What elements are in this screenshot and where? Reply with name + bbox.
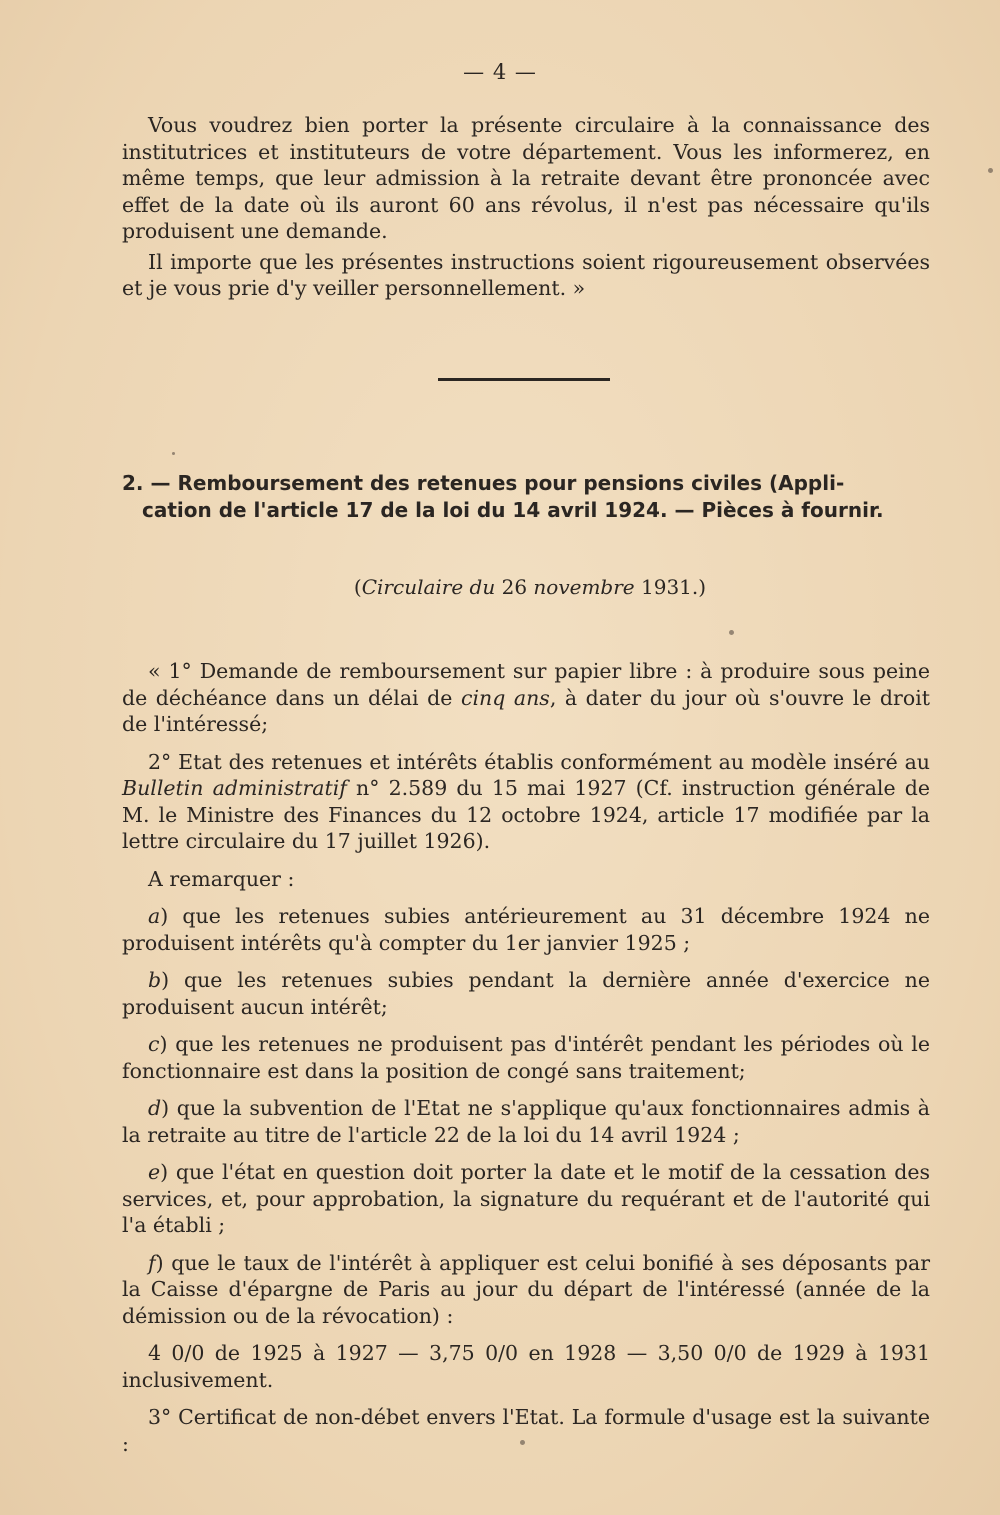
- remark-d: [122, 1095, 930, 1148]
- item-2: [122, 749, 930, 855]
- paper-speck: [172, 452, 175, 455]
- item-1: [122, 658, 930, 738]
- circular-open: (: [353, 575, 362, 599]
- paper-speck: [729, 630, 734, 635]
- paper-speck: [988, 168, 993, 173]
- intro-paragraph-2: Il importe que les présentes instructions soient rigoureusement observées et je vous prie d'y veiller personnellement. »: [122, 249, 930, 300]
- remark-f-text: ) que le taux de l'intérêt à appliquer est celui bonifié à ses déposants par la Caisse d'épargne de Paris au jour du départ de l'intéressé (année de la démission ou de la révocation) :: [122, 1250, 930, 1328]
- remark-e-label: e: [148, 1160, 161, 1184]
- section-2-heading-rest: cation de l'article 17 de la loi du 14 avril 1924. — Pièces à fournir.: [142, 498, 884, 522]
- section-2-heading: [122, 470, 930, 524]
- remark-a: [122, 903, 930, 956]
- item-1-text-end: , à dater du jour où s'ouvre le droit de l'intéressé;: [122, 685, 930, 736]
- intro-paragraph-1: Vous voudrez bien porter la présente circulaire à la connaissance des institutrices et instituteurs de votre département. Vous les informerez, en même temps, que leur admission à la retraite devant être prononcée avec effet de la date où ils auront 60 ans révolus, il n'est pas nécessaire qu'ils produisent une demande.: [122, 113, 930, 243]
- intro-section: [122, 112, 930, 313]
- remark-c-text: ) que les retenues ne produisent pas d'intérêt pendant les périodes où le fonctionnaire est dans la position de congé sans traitement;: [122, 1032, 930, 1083]
- remark-f-label: f: [148, 1250, 156, 1275]
- circular-label: Circulaire du: [361, 575, 496, 599]
- remark-e-text: ) que l'état en question doit porter la date et le motif de la cessation des services, et, pour approbation, la signature du requérant et de l'autorité qui l'a établi ;: [122, 1160, 930, 1237]
- body-section: [122, 658, 930, 1468]
- remark-label: A remarquer :: [148, 866, 295, 891]
- circular-month: novembre: [533, 575, 635, 599]
- remark-c-label: c: [148, 1032, 160, 1056]
- remark-a-label: a: [148, 904, 161, 928]
- circular-year: 1931.): [634, 575, 707, 599]
- remark-a-text: ) que les retenues subies antérieurement au 31 décembre 1924 ne produisent intérêts qu'à compter du 1er janvier 1925 ;: [122, 904, 930, 955]
- paper-speck: [520, 1440, 525, 1445]
- item-1-text: « 1° Demande de remboursement sur papier libre : à produire sous peine de déchéance dans un délai de: [122, 659, 930, 710]
- remark-b-label: b: [148, 968, 162, 992]
- interest-rates: 4 0/0 de 1925 à 1927 — 3,75 0/0 en 1928 — 3,50 0/0 de 1929 à 1931 inclusivement.: [122, 1341, 930, 1392]
- item-1-emphasis: cinq ans: [460, 685, 550, 710]
- remark-d-label: d: [148, 1096, 162, 1120]
- remark-c: [122, 1031, 930, 1084]
- remark-d-text: ) que la subvention de l'Etat ne s'applique qu'aux fonctionnaires admis à la retraite au titre de l'article 22 de la loi du 14 avril 1924 ;: [122, 1096, 930, 1147]
- section-2-heading-line1: 2. — Remboursement des retenues pour pensions civiles (Appli-: [122, 471, 845, 495]
- item-2-text: 2° Etat des retenues et intérêts établis conformément au modèle inséré au: [148, 749, 930, 774]
- circular-day: 26: [495, 575, 534, 599]
- item-2-bulletin: Bulletin administratif: [122, 776, 347, 800]
- circular-reference: [0, 575, 1000, 599]
- page-number: — 4 —: [463, 60, 537, 84]
- remark-e: [122, 1159, 930, 1239]
- remark-b: [122, 967, 930, 1020]
- item-2-text-end: n° 2.589 du 15 mai 1927 (Cf. instruction générale de M. le Ministre des Finances du 12 octobre 1924, article 17 modifiée par la lettre circulaire du 17 juillet 1926).: [122, 776, 930, 853]
- section-divider: [438, 378, 610, 381]
- remark-b-text: ) que les retenues subies pendant la dernière année d'exercice ne produisent aucun intérêt;: [122, 968, 930, 1019]
- remark-f: [122, 1250, 930, 1330]
- item-3: 3° Certificat de non-débet envers l'Etat. La formule d'usage est la suivante :: [122, 1405, 930, 1456]
